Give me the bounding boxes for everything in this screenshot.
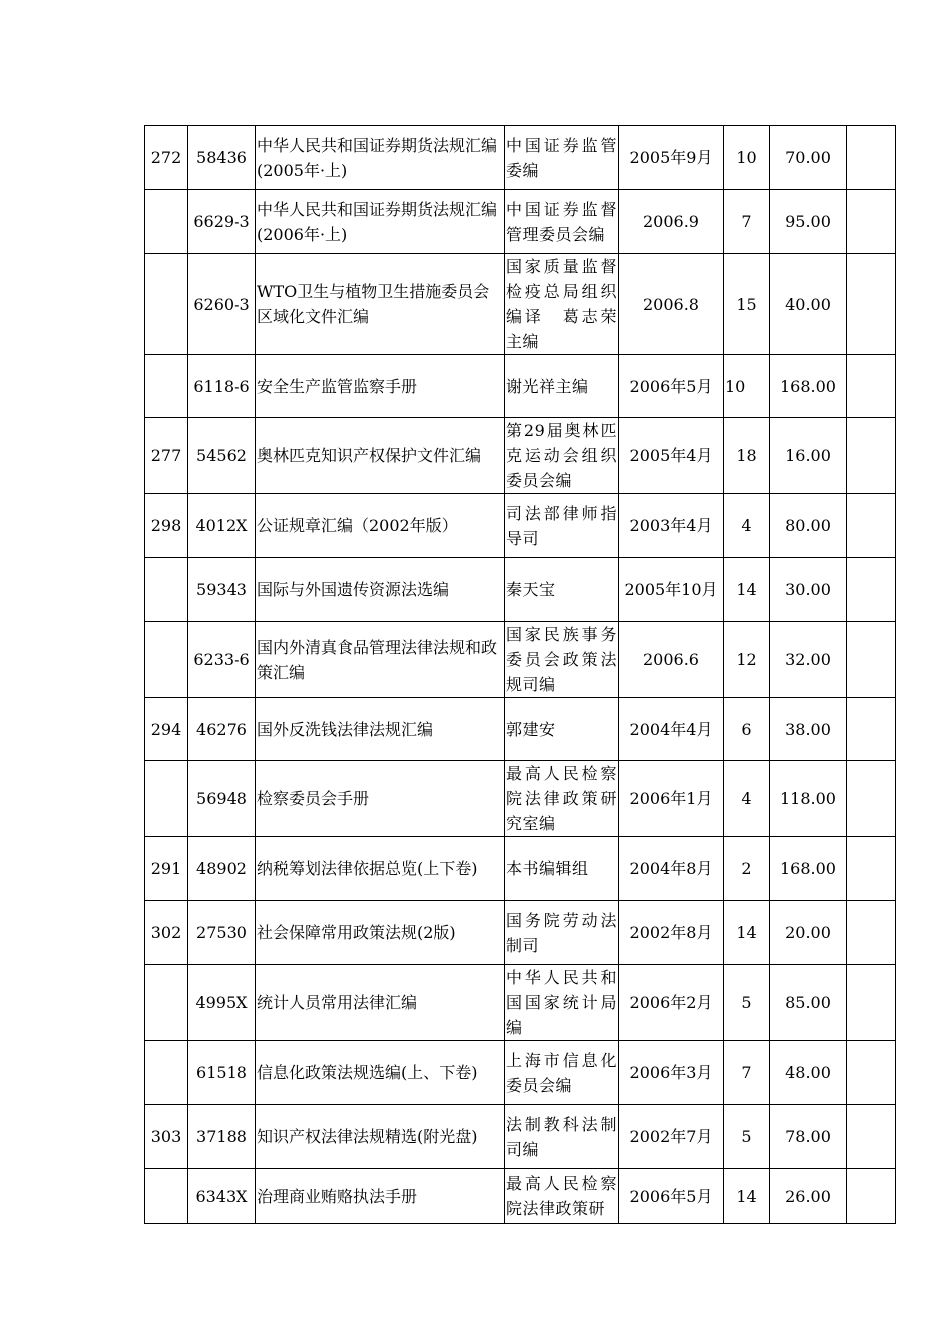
- book-code: 48902: [188, 837, 256, 901]
- table-row: [145, 254, 896, 355]
- row-number: 272: [145, 126, 188, 190]
- note-cell: [847, 1041, 896, 1105]
- book-code: 6629-3: [188, 190, 256, 254]
- note-cell: [847, 901, 896, 965]
- quantity: 7: [724, 190, 770, 254]
- note-cell: [847, 622, 896, 698]
- table-row: [145, 126, 896, 190]
- publish-date: 2006.6: [619, 622, 724, 698]
- row-number: [145, 1041, 188, 1105]
- table-body: [145, 126, 896, 1224]
- row-number: [145, 622, 188, 698]
- book-code: 61518: [188, 1041, 256, 1105]
- publish-date: 2005年4月: [619, 418, 724, 494]
- book-title: 国外反洗钱法律法规汇编: [256, 698, 505, 761]
- price: 118.00: [770, 761, 847, 837]
- book-title: 知识产权法律法规精选(附光盘): [256, 1105, 505, 1169]
- table-row: [145, 622, 896, 698]
- price: 40.00: [770, 254, 847, 355]
- price: 48.00: [770, 1041, 847, 1105]
- book-code: 4995X: [188, 965, 256, 1041]
- row-number: 302: [145, 901, 188, 965]
- book-editor: 国家民族事务委员会政策法规司编: [505, 622, 619, 698]
- book-editor: 国家质量监督检疫总局组织编译 葛志荣主编: [505, 254, 619, 355]
- book-title: 国内外清真食品管理法律法规和政策汇编: [256, 622, 505, 698]
- row-number: 298: [145, 494, 188, 558]
- book-editor: 国务院劳动法制司: [505, 901, 619, 965]
- quantity: 14: [724, 901, 770, 965]
- price: 85.00: [770, 965, 847, 1041]
- table-row: [145, 418, 896, 494]
- row-number: [145, 761, 188, 837]
- quantity: 5: [724, 1105, 770, 1169]
- book-title: 国际与外国遗传资源法选编: [256, 558, 505, 622]
- book-title: 安全生产监管监察手册: [256, 355, 505, 418]
- book-editor: 郭建安: [505, 698, 619, 761]
- table-row: [145, 355, 896, 418]
- price: 168.00: [770, 355, 847, 418]
- price: 70.00: [770, 126, 847, 190]
- publish-date: 2006年5月: [619, 355, 724, 418]
- table-row: [145, 558, 896, 622]
- book-title: 奥林匹克知识产权保护文件汇编: [256, 418, 505, 494]
- note-cell: [847, 1169, 896, 1224]
- quantity: 10: [724, 126, 770, 190]
- quantity: 14: [724, 558, 770, 622]
- book-title: 统计人员常用法律汇编: [256, 965, 505, 1041]
- quantity: 10: [724, 355, 770, 418]
- publish-date: 2006年5月: [619, 1169, 724, 1224]
- table-row: [145, 1105, 896, 1169]
- book-editor: 秦天宝: [505, 558, 619, 622]
- quantity: 2: [724, 837, 770, 901]
- book-editor: 最高人民检察院法律政策研究室编: [505, 761, 619, 837]
- book-title: 中华人民共和国证券期货法规汇编(2006年·上): [256, 190, 505, 254]
- note-cell: [847, 355, 896, 418]
- row-number: [145, 254, 188, 355]
- row-number: 294: [145, 698, 188, 761]
- publish-date: 2006.9: [619, 190, 724, 254]
- book-title: 纳税筹划法律依据总览(上下卷): [256, 837, 505, 901]
- quantity: 6: [724, 698, 770, 761]
- publish-date: 2006.8: [619, 254, 724, 355]
- book-editor: 中国证券监管委编: [505, 126, 619, 190]
- table-row: [145, 837, 896, 901]
- book-code: 37188: [188, 1105, 256, 1169]
- book-code: 6118-6: [188, 355, 256, 418]
- book-editor: 第29届奥林匹克运动会组织委员会编: [505, 418, 619, 494]
- row-number: 303: [145, 1105, 188, 1169]
- row-number: 277: [145, 418, 188, 494]
- price: 38.00: [770, 698, 847, 761]
- note-cell: [847, 190, 896, 254]
- book-catalog-table: [144, 125, 896, 1224]
- book-title: 信息化政策法规选编(上、下卷): [256, 1041, 505, 1105]
- table-row: [145, 1169, 896, 1224]
- note-cell: [847, 837, 896, 901]
- book-editor: 中华人民共和国国家统计局编: [505, 965, 619, 1041]
- table-row: [145, 901, 896, 965]
- price: 16.00: [770, 418, 847, 494]
- table-row: [145, 1041, 896, 1105]
- book-title: WTO卫生与植物卫生措施委员会区域化文件汇编: [256, 254, 505, 355]
- quantity: 18: [724, 418, 770, 494]
- publish-date: 2006年1月: [619, 761, 724, 837]
- book-editor: 法制教科法制司编: [505, 1105, 619, 1169]
- book-title: 公证规章汇编（2002年版）: [256, 494, 505, 558]
- publish-date: 2002年8月: [619, 901, 724, 965]
- book-editor: 上海市信息化委员会编: [505, 1041, 619, 1105]
- note-cell: [847, 965, 896, 1041]
- quantity: 7: [724, 1041, 770, 1105]
- book-code: 27530: [188, 901, 256, 965]
- note-cell: [847, 254, 896, 355]
- table-row: [145, 761, 896, 837]
- book-code: 59343: [188, 558, 256, 622]
- note-cell: [847, 494, 896, 558]
- quantity: 4: [724, 494, 770, 558]
- price: 26.00: [770, 1169, 847, 1224]
- row-number: [145, 190, 188, 254]
- quantity: 12: [724, 622, 770, 698]
- book-code: 54562: [188, 418, 256, 494]
- publish-date: 2006年2月: [619, 965, 724, 1041]
- book-editor: 中国证券监督管理委员会编: [505, 190, 619, 254]
- quantity: 14: [724, 1169, 770, 1224]
- book-code: 6233-6: [188, 622, 256, 698]
- note-cell: [847, 698, 896, 761]
- book-code: 46276: [188, 698, 256, 761]
- book-title: 中华人民共和国证券期货法规汇编(2005年·上): [256, 126, 505, 190]
- price: 32.00: [770, 622, 847, 698]
- publish-date: 2005年9月: [619, 126, 724, 190]
- publish-date: 2002年7月: [619, 1105, 724, 1169]
- publish-date: 2006年3月: [619, 1041, 724, 1105]
- book-code: 56948: [188, 761, 256, 837]
- row-number: [145, 1169, 188, 1224]
- table-row: [145, 698, 896, 761]
- publish-date: 2005年10月: [619, 558, 724, 622]
- book-title: 检察委员会手册: [256, 761, 505, 837]
- price: 95.00: [770, 190, 847, 254]
- price: 30.00: [770, 558, 847, 622]
- book-code: 4012X: [188, 494, 256, 558]
- note-cell: [847, 1105, 896, 1169]
- book-editor: 最高人民检察院法律政策研: [505, 1169, 619, 1224]
- table-row: [145, 965, 896, 1041]
- publish-date: 2004年4月: [619, 698, 724, 761]
- book-editor: 谢光祥主编: [505, 355, 619, 418]
- note-cell: [847, 418, 896, 494]
- row-number: [145, 965, 188, 1041]
- quantity: 5: [724, 965, 770, 1041]
- row-number: [145, 558, 188, 622]
- table-row: [145, 190, 896, 254]
- price: 20.00: [770, 901, 847, 965]
- price: 80.00: [770, 494, 847, 558]
- price: 78.00: [770, 1105, 847, 1169]
- price: 168.00: [770, 837, 847, 901]
- quantity: 4: [724, 761, 770, 837]
- book-code: 58436: [188, 126, 256, 190]
- book-title: 治理商业贿赂执法手册: [256, 1169, 505, 1224]
- book-code: 6260-3: [188, 254, 256, 355]
- note-cell: [847, 761, 896, 837]
- book-title: 社会保障常用政策法规(2版): [256, 901, 505, 965]
- note-cell: [847, 126, 896, 190]
- book-code: 6343X: [188, 1169, 256, 1224]
- row-number: 291: [145, 837, 188, 901]
- table-row: [145, 494, 896, 558]
- quantity: 15: [724, 254, 770, 355]
- row-number: [145, 355, 188, 418]
- publish-date: 2004年8月: [619, 837, 724, 901]
- note-cell: [847, 558, 896, 622]
- book-editor: 司法部律师指导司: [505, 494, 619, 558]
- publish-date: 2003年4月: [619, 494, 724, 558]
- book-editor: 本书编辑组: [505, 837, 619, 901]
